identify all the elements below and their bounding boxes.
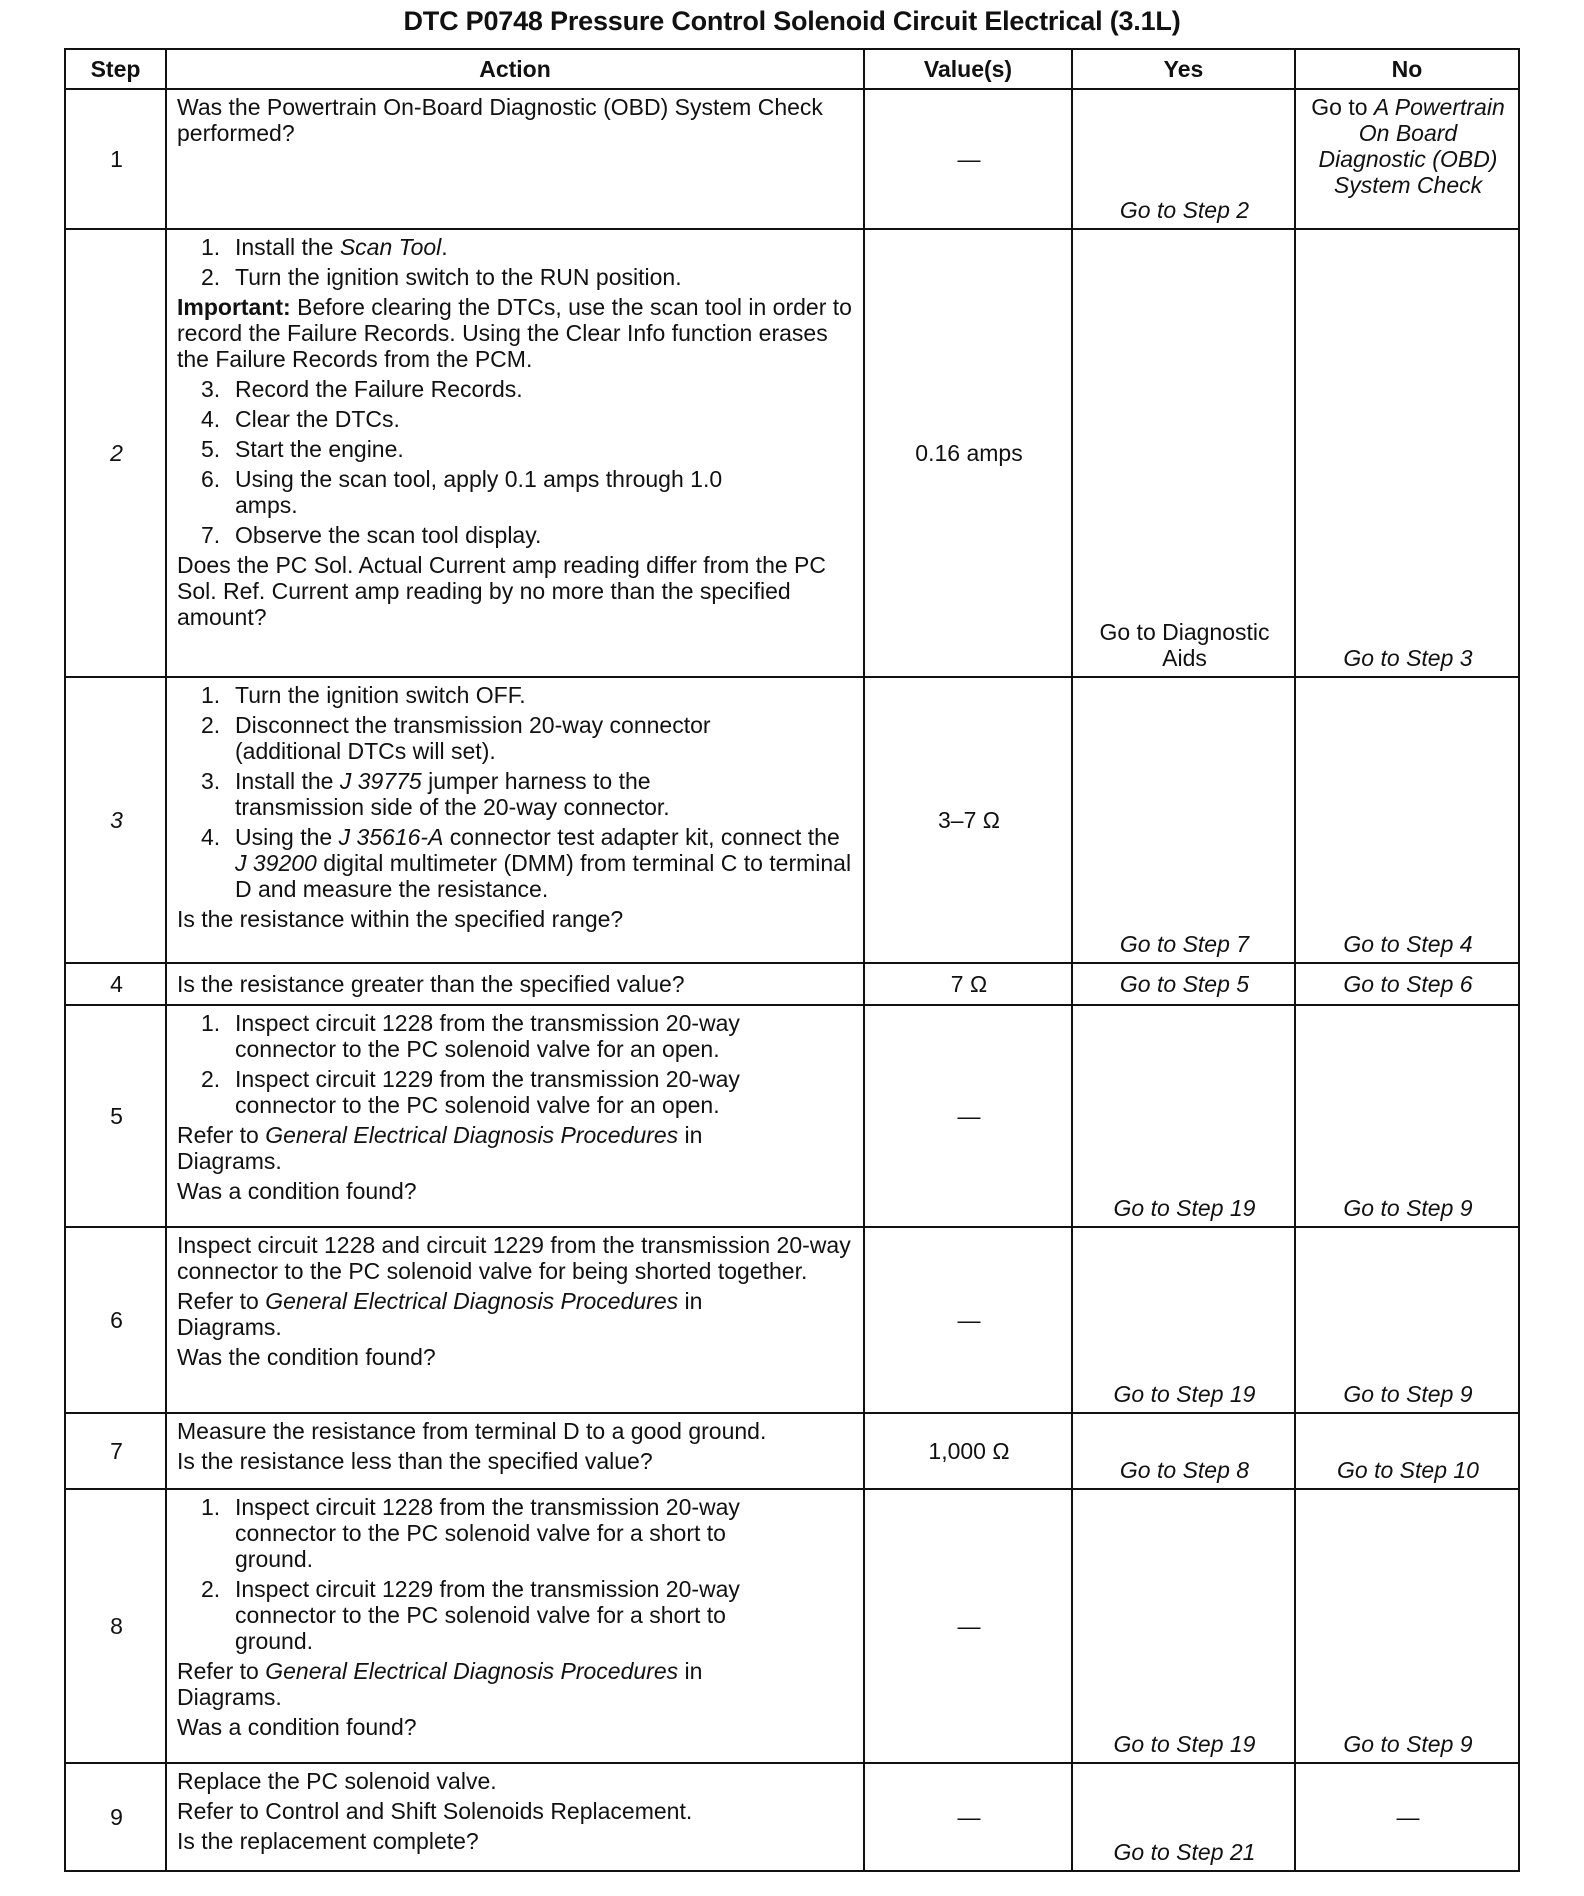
question: Does the PC Sol. Actual Current amp reading differ from the PC Sol. Ref. Current amp reading by no more than the specified amount? — [177, 552, 826, 630]
header-step: Step — [65, 49, 166, 89]
action-cell — [166, 89, 864, 229]
important-note: Important: Before clearing the DTCs, use the scan tool in order to record the Failure Records. Using the Clear Info function erases the Failure Records from the PCM. — [177, 294, 852, 372]
question: Is the resistance within the specified range? — [177, 906, 624, 932]
yes-cell — [1072, 1005, 1295, 1227]
no-cell — [1295, 963, 1519, 1005]
step-number: 8 — [65, 1489, 166, 1763]
step-number: 6 — [65, 1227, 166, 1413]
page-title: DTC P0748 Pressure Control Solenoid Circuit Electrical (3.1L) — [403, 6, 1181, 36]
no-link[interactable]: Go to Step 9 — [1343, 1195, 1473, 1221]
yes-cell — [1072, 1227, 1295, 1413]
value-cell: — — [864, 1227, 1072, 1413]
reference-note: Refer to Control and Shift Solenoids Replacement. — [177, 1798, 693, 1824]
yes-link[interactable]: Go to Step 19 — [1113, 1195, 1256, 1221]
table-row — [65, 1413, 1519, 1489]
header-values: Value(s) — [864, 49, 1072, 89]
step-number: 4 — [65, 963, 166, 1005]
list-item: 1. Install the Scan Tool. — [201, 234, 448, 260]
action-cell — [166, 1489, 864, 1763]
yes-link[interactable]: Go to Step 2 — [1119, 197, 1250, 223]
yes-link[interactable]: Go to Step 7 — [1119, 931, 1250, 957]
no-link[interactable]: Go to Step 4 — [1343, 931, 1473, 957]
yes-link[interactable]: Go to Step 5 — [1119, 970, 1250, 997]
question: Was a condition found? — [177, 1714, 417, 1740]
yes-link[interactable]: Go to Step 8 — [1119, 1457, 1250, 1483]
no-link[interactable]: Go to Step 3 — [1343, 645, 1473, 671]
step-number: 1 — [65, 89, 166, 229]
action-cell — [166, 1763, 864, 1871]
no-link[interactable]: Go to Step 9 — [1343, 1731, 1473, 1757]
list-item: 2. Inspect circuit 1229 from the transmission 20-way connector to the PC solenoid valve for a short to ground. — [201, 1576, 740, 1654]
value-cell: — — [864, 1005, 1072, 1227]
no-cell — [1295, 229, 1519, 677]
list-item: 6. Using the scan tool, apply 0.1 amps through 1.0 amps. — [201, 466, 723, 518]
header-yes: Yes — [1072, 49, 1295, 89]
header-row — [65, 49, 1519, 89]
list-item: 4. Clear the DTCs. — [201, 406, 400, 432]
yes-cell — [1072, 1489, 1295, 1763]
list-item: 3. Install the J 39775 jumper harness to the transmission side of the 20-way connector. — [201, 768, 670, 820]
no-link[interactable]: Go to Step 6 — [1343, 970, 1473, 997]
question: Was the condition found? — [177, 1344, 436, 1370]
header-action: Action — [166, 49, 864, 89]
list-item: 2. Disconnect the transmission 20-way connector (additional DTCs will set). — [201, 712, 711, 764]
no-cell — [1295, 1005, 1519, 1227]
no-link[interactable]: Go to Step 10 — [1337, 1457, 1479, 1483]
value-cell: 1,000 Ω — [864, 1413, 1072, 1489]
table-row — [65, 1489, 1519, 1763]
list-item: 2. Turn the ignition switch to the RUN position. — [201, 264, 682, 290]
value-cell: — — [864, 1489, 1072, 1763]
list-item: 7. Observe the scan tool display. — [201, 522, 542, 548]
step-number: 7 — [65, 1413, 166, 1489]
table-row — [65, 1227, 1519, 1413]
list-item: 1. Turn the ignition switch OFF. — [201, 682, 526, 708]
value-cell: 0.16 amps — [864, 229, 1072, 677]
question: Is the resistance less than the specified value? — [177, 1448, 653, 1474]
reference-note: Refer to General Electrical Diagnosis Procedures in Diagrams. — [177, 1122, 703, 1174]
step-number: 2 — [65, 229, 166, 677]
no-cell: — — [1295, 1763, 1519, 1871]
no-cell — [1295, 1489, 1519, 1763]
action-cell — [166, 1413, 864, 1489]
instruction: Inspect circuit 1228 and circuit 1229 from the transmission 20-way connector to the PC solenoid valve for being shorted together. — [177, 1232, 851, 1284]
list-item: 1. Inspect circuit 1228 from the transmission 20-way connector to the PC solenoid valve for a short to ground. — [201, 1494, 740, 1572]
table-row — [65, 677, 1519, 963]
table-row — [65, 89, 1519, 229]
header-no: No — [1295, 49, 1519, 89]
yes-link[interactable]: Go to Step 21 — [1113, 1839, 1256, 1865]
no-link[interactable]: A Powertrain On Board Diagnostic (OBD) System Check — [1318, 94, 1505, 198]
action-cell — [166, 677, 864, 963]
action-cell — [166, 1005, 864, 1227]
question: Was the Powertrain On-Board Diagnostic (OBD) System Check performed? — [177, 94, 823, 146]
value-cell: 7 Ω — [864, 963, 1072, 1005]
value-cell: — — [864, 1763, 1072, 1871]
question: Was a condition found? — [177, 1178, 417, 1204]
step-number: 9 — [65, 1763, 166, 1871]
table-row — [65, 963, 1519, 1005]
list-item: 4. Using the J 35616-A connector test adapter kit, connect the J 39200 digital multimeter (DMM) from terminal C to terminal D and measure the resistance. — [201, 824, 852, 902]
reference-note: Refer to General Electrical Diagnosis Procedures in Diagrams. — [177, 1288, 703, 1340]
question: Is the resistance greater than the specified value? — [177, 970, 685, 997]
value-cell: 3–7 Ω — [864, 677, 1072, 963]
reference-note: Refer to General Electrical Diagnosis Procedures in Diagrams. — [177, 1658, 703, 1710]
list-item: 1. Inspect circuit 1228 from the transmission 20-way connector to the PC solenoid valve for an open. — [201, 1010, 740, 1062]
value-cell: — — [864, 89, 1072, 229]
step-number: 5 — [65, 1005, 166, 1227]
yes-link[interactable]: Go to Step 19 — [1113, 1381, 1256, 1407]
yes-cell — [1072, 1763, 1295, 1871]
no-link[interactable]: Go to Step 9 — [1343, 1381, 1473, 1407]
action-cell — [166, 229, 864, 677]
no-cell — [1295, 677, 1519, 963]
step-number: 3 — [65, 677, 166, 963]
list-item: 5. Start the engine. — [201, 436, 404, 462]
yes-link[interactable]: Go to Diagnostic Aids — [1099, 619, 1270, 671]
no-cell — [1295, 1227, 1519, 1413]
no-cell: Go to A Powertrain On Board Diagnostic (OBD) System Check — [1295, 89, 1519, 229]
question: Is the replacement complete? — [177, 1828, 479, 1854]
diagnostic-table — [64, 48, 1520, 1872]
no-cell — [1295, 1413, 1519, 1489]
list-item: 3. Record the Failure Records. — [201, 376, 523, 402]
instruction: Measure the resistance from terminal D to a good ground. — [177, 1418, 767, 1444]
table-row — [65, 1005, 1519, 1227]
instruction: Replace the PC solenoid valve. — [177, 1768, 497, 1794]
yes-link[interactable]: Go to Step 19 — [1113, 1731, 1256, 1757]
table-row — [65, 1763, 1519, 1871]
yes-cell — [1072, 229, 1295, 677]
yes-cell — [1072, 89, 1295, 229]
list-item: 2. Inspect circuit 1229 from the transmission 20-way connector to the PC solenoid valve for an open. — [201, 1066, 740, 1118]
yes-cell — [1072, 1413, 1295, 1489]
action-cell — [166, 1227, 864, 1413]
table-row — [65, 229, 1519, 677]
yes-cell — [1072, 963, 1295, 1005]
action-cell — [166, 963, 864, 1005]
yes-cell — [1072, 677, 1295, 963]
